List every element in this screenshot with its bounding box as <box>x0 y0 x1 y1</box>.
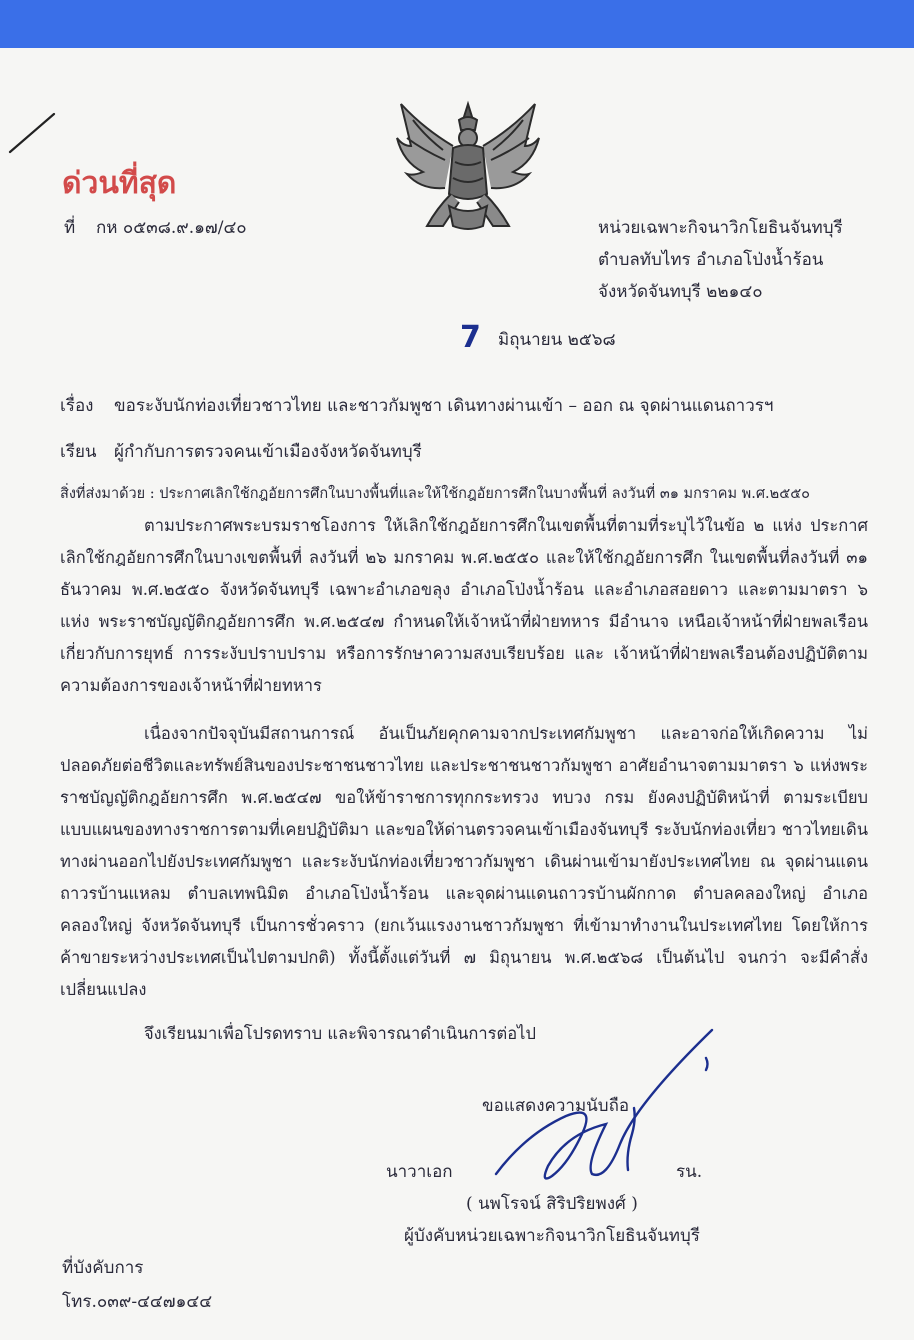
footer-phone: โทร.๐๓๙-๔๔๗๑๔๔ <box>62 1292 213 1312</box>
body-paragraph-2 <box>60 718 868 1006</box>
signer-position: ผู้บังคับหน่วยเฉพาะกิจนาวิกโยธินจันทบุรี <box>404 1226 700 1246</box>
ref-label: ที่ <box>64 218 76 238</box>
regards-text: ขอแสดงความนับถือ <box>482 1096 630 1116</box>
urgency-label: ด่วนที่สุด <box>62 166 177 201</box>
pen-stroke-mark <box>8 110 56 156</box>
subject-label: เรื่อง <box>60 396 94 416</box>
date-day: 7 <box>460 320 481 355</box>
signer-rank: นาวาเอก <box>386 1162 453 1182</box>
body-paragraph-1-text: ตามประกาศพระบรมราชโองการ ให้เลิกใช้กฎอัยการศึกในเขตพื้นที่ตามที่ระบุไว้ในข้อ ๒ แห่ง ประกาศเลิกใช้กฎอัยการศึกในบางเขตพื้นที่ ลงวันที่ ๒๖ มกราคม พ.ศ.๒๕๕๐ และให้ใช้กฎอัยการศึก ในเขตพื้นที่ลงวันที่ ๓๑ ธันวาคม พ.ศ.๒๕๕๐ จังหวัดจันทบุรี เฉพาะอำเภอขลุง อำเภอโป่งน้ำร้อน และอำเภอสอยดาว และตามมาตรา ๖ แห่ง พระราชบัญญัติกฎอัยการศึก พ.ศ.๒๕๔๗ กำหนดให้เจ้าหน้าที่ฝ่ายทหาร มีอำนาจ เหนือเจ้าหน้าที่ฝ่ายพลเรือน เกี่ยวกับการยุทธ์ การระงับปราบปราม หรือการรักษาความสงบเรียบร้อย และ เจ้าหน้าที่ฝ่ายพลเรือนต้องปฏิบัติตามความต้องการของเจ้าหน้าที่ฝ่ายทหาร <box>60 516 868 695</box>
issuer-line-3: จังหวัดจันทบุรี ๒๒๑๔๐ <box>598 282 763 302</box>
subject-text: ขอระงับนักท่องเที่ยวชาวไทย และชาวกัมพูชา เดินทางผ่านเข้า – ออก ณ จุดผ่านแดนถาวรฯ <box>114 396 774 416</box>
garuda-emblem-icon <box>393 98 543 238</box>
to-text: ผู้กำกับการตรวจคนเข้าเมืองจังหวัดจันทบุรี <box>114 442 422 462</box>
signer-name: ( นพโรจน์ สิริปริยพงศ์ ) <box>466 1194 638 1214</box>
date-month-year: มิถุนายน ๒๕๖๘ <box>498 330 616 350</box>
issuer-line-1: หน่วยเฉพาะกิจนาวิกโยธินจันทบุรี <box>598 218 843 238</box>
signer-rn: รน. <box>676 1162 703 1182</box>
to-label: เรียน <box>60 442 97 462</box>
body-paragraph-1 <box>60 510 868 702</box>
ref-number: กห ๐๕๓๘.๙.๑๗/๔๐ <box>96 218 247 238</box>
issuer-line-2: ตำบลทับไทร อำเภอโป่งน้ำร้อน <box>598 250 824 270</box>
closing-request: จึงเรียนมาเพื่อโปรดทราบ และพิจารณาดำเนินการต่อไป <box>144 1024 536 1043</box>
footer-office: ที่บังคับการ <box>62 1258 144 1278</box>
enclosure-text: สิ่งที่ส่งมาด้วย : ประกาศเลิกใช้กฎอัยการศึกในบางพื้นที่และให้ใช้กฎอัยการศึกในบางพื้นที่ ลงวันที่ ๓๑ มกราคม พ.ศ.๒๕๕๐ <box>60 486 811 502</box>
top-bar <box>0 0 914 48</box>
body-paragraph-2-text: เนื่องจากปัจจุบันมีสถานการณ์ อันเป็นภัยคุกคามจากประเทศกัมพูชา และอาจก่อให้เกิดความ ไม่ปลอดภัยต่อชีวิตและทรัพย์สินของประชาชนชาวไทย และประชาชนชาวกัมพูชา อาศัยอำนาจตามมาตรา ๖ แห่งพระราชบัญญัติกฎอัยการศึก พ.ศ.๒๕๔๗ ขอให้ข้าราชการทุกกระทรวง ทบวง กรม ยังคงปฏิบัติหน้าที่ ตามระเบียบแบบแผนของทางราชการตามที่เคยปฏิบัติมา และขอให้ด่านตรวจคนเข้าเมืองจันทบุรี ระงับนักท่องเที่ยว ชาวไทยเดินทางผ่านออกไปยังประเทศกัมพูชา และระงับนักท่องเที่ยวชาวกัมพูชา เดินผ่านเข้ามายังประเทศไทย ณ จุดผ่านแดนถาวรบ้านแหลม ตำบลเทพนิมิต อำเภอโป่งน้ำร้อน และจุดผ่านแดนถาวรบ้านผักกาด ตำบลคลองใหญ่ อำเภอคลองใหญ่ จังหวัดจันทบุรี เป็นการชั่วคราว (ยกเว้นแรงงานชาวกัมพูชา ที่เข้ามาทำงานในประเทศไทย โดยให้การค้าขายระหว่างประเทศเป็นไปตามปกติ) ทั้งนี้ตั้งแต่วันที่ ๗ มิถุนายน พ.ศ.๒๕๖๘ เป็นต้นไป จนกว่า จะมีคำสั่งเปลี่ยนแปลง <box>60 724 868 999</box>
